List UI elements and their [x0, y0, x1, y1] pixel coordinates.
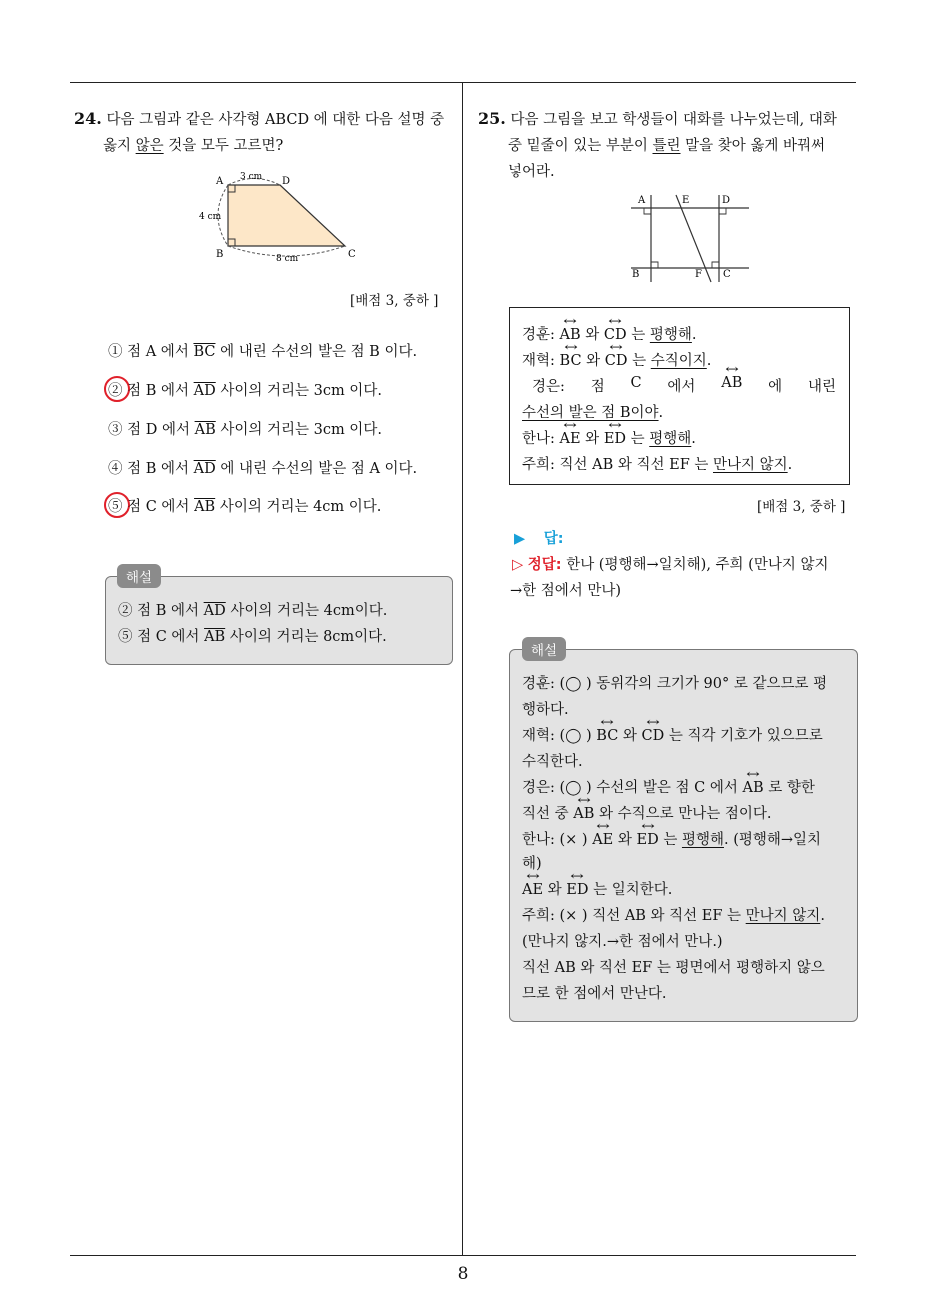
q25-dialog-line4: 수선의 발은 점 B이야.: [522, 405, 664, 421]
bottom-rule: [70, 1255, 856, 1256]
q24-explanation-tab: 해설: [117, 564, 161, 588]
correct-label: 정답:: [527, 557, 562, 573]
correct-answer-line1: 한나 (평행해→일치해), 주희 (만나지 않지: [566, 557, 829, 573]
q25-answer-row: [514, 527, 564, 548]
q25-label-B: B: [632, 269, 640, 280]
q24-number: 24.: [74, 109, 102, 128]
q24-option-1[interactable]: ① 점 A 에서 $\overline{BC}$ 에 내린 수선의 발은 점 B 이다.: [108, 344, 418, 360]
q25-line3: 넣어라.: [508, 164, 555, 180]
q24-option-5[interactable]: ⑤ 점 C 에서 $\overline{AB}$ 사이의 거리는 4cm 이다.: [108, 499, 382, 515]
q24-label-B: B: [216, 249, 224, 260]
q25-dialog-line6: 주희: 직선 AB 와 직선 EF 는 만나지 않지.: [522, 457, 793, 473]
q25-line1: 25. 다음 그림을 보고 학생들이 대화를 나누었는데, 대화: [478, 109, 837, 128]
q25-expl-line8: 해): [522, 856, 542, 872]
q25-explanation-tab: 해설: [522, 637, 566, 661]
q25-dialog-line5: 한나: ↔ AE 와 ↔ ED 는 평행해.: [522, 427, 696, 448]
q24-option-4[interactable]: ④ 점 B 에서 $\overline{AD}$ 에 내린 수선의 발은 점 A 이다.: [108, 461, 418, 477]
q24-label-left: 4 cm: [199, 212, 222, 222]
q25-dialog-line3: 경은: 점 C 에서 ↔ AB 에 내린: [532, 375, 836, 396]
answer-label: 답:: [543, 531, 564, 547]
q25-expl-line2: 행하다.: [522, 702, 569, 718]
correct-answer-line2: →한 점에서 만나): [510, 583, 622, 599]
q25-expl-line11: (만나지 않지.→한 점에서 만나.): [522, 934, 723, 950]
q25-expl-line5: 경은: (◯ ) 수선의 발은 점 C 에서 ↔ AB 로 향한: [522, 776, 815, 797]
q25-score: [배점 3, 중하 ]: [757, 499, 846, 515]
q25-expl-line7: 한나: (× ) ↔ AE 와 ↔ ED 는 평행해. (평행해→일치: [522, 828, 821, 849]
q24-expl-line1: ② 점 B 에서 $\overline{AD}$ 사이의 거리는 4cm이다.: [118, 603, 388, 619]
q25-expl-line10: 주희: (× ) 직선 AB 와 직선 EF 는 만나지 않지.: [522, 908, 825, 924]
q24-expl-line2: ⑤ 점 C 에서 $\overline{AB}$ 사이의 거리는 8cm이다.: [118, 629, 387, 645]
q25-label-C: C: [723, 269, 731, 280]
q24-label-D: D: [282, 176, 291, 187]
q25-number: 25.: [478, 109, 506, 128]
q25-expl-line12: 직선 AB 와 직선 EF 는 평면에서 평행하지 않으: [522, 960, 825, 976]
q25-line2: 중 밑줄이 있는 부분이 틀린 말을 찾아 옳게 바꿔써: [508, 138, 826, 154]
q24-label-top: 3 cm: [240, 172, 263, 182]
q24-line2: 옳지 않은 것을 모두 고르면?: [103, 138, 284, 154]
page-number: 8: [457, 1264, 469, 1284]
q25-label-A: A: [638, 195, 646, 206]
q24-line1: 24. 다음 그림과 같은 사각형 ABCD 에 대한 다음 설명 중: [74, 109, 445, 128]
q25-expl-line4: 수직한다.: [522, 754, 583, 770]
q24-label-bottom: 8 cm: [276, 254, 299, 264]
q24-option-2[interactable]: ② 점 B 에서 $\overline{AD}$ 사이의 거리는 3cm 이다.: [108, 383, 382, 399]
q25-expl-line13: 므로 한 점에서 만난다.: [522, 986, 667, 1002]
q25-label-E: E: [682, 195, 690, 206]
q24-score: [배점 3, 중하 ]: [350, 293, 439, 309]
q25-correct-row: [512, 553, 828, 574]
q24-label-A: A: [216, 176, 224, 187]
q25-dialog-line2: 재혁: ↔ BC 와 ↔ CD 는 수직이지.: [522, 349, 711, 370]
top-rule: [70, 82, 856, 83]
q24-option-3[interactable]: ③ 점 D 에서 $\overline{AB}$ 사이의 거리는 3cm 이다.: [108, 422, 382, 438]
q25-label-D: D: [722, 195, 731, 206]
answer-triangle-icon: ▶: [514, 531, 526, 547]
q24-trapezoid-figure: [196, 168, 371, 268]
q24-label-C: C: [348, 249, 356, 260]
correct-triangle-icon: ▷: [512, 557, 524, 573]
q25-expl-line9: ↔ AE 와 ↔ ED 는 일치한다.: [522, 878, 672, 899]
q24-explanation-box: [105, 576, 453, 665]
column-divider: [462, 82, 463, 1255]
q25-dialog-line1: 경훈: ↔ AB 와 ↔ CD 는 평행해.: [522, 323, 697, 344]
q25-lines-figure: [625, 190, 755, 285]
q25-expl-line1: 경훈: (◯ ) 동위각의 크기가 90° 로 같으므로 평: [522, 676, 828, 692]
q25-expl-line3: 재혁: (◯ ) ↔ BC 와 ↔ CD 는 직각 기호가 있으므로: [522, 724, 823, 745]
q25-label-F: F: [695, 269, 702, 280]
q25-expl-line6: 직선 중 ↔ AB 와 수직으로 만나는 점이다.: [522, 802, 772, 823]
